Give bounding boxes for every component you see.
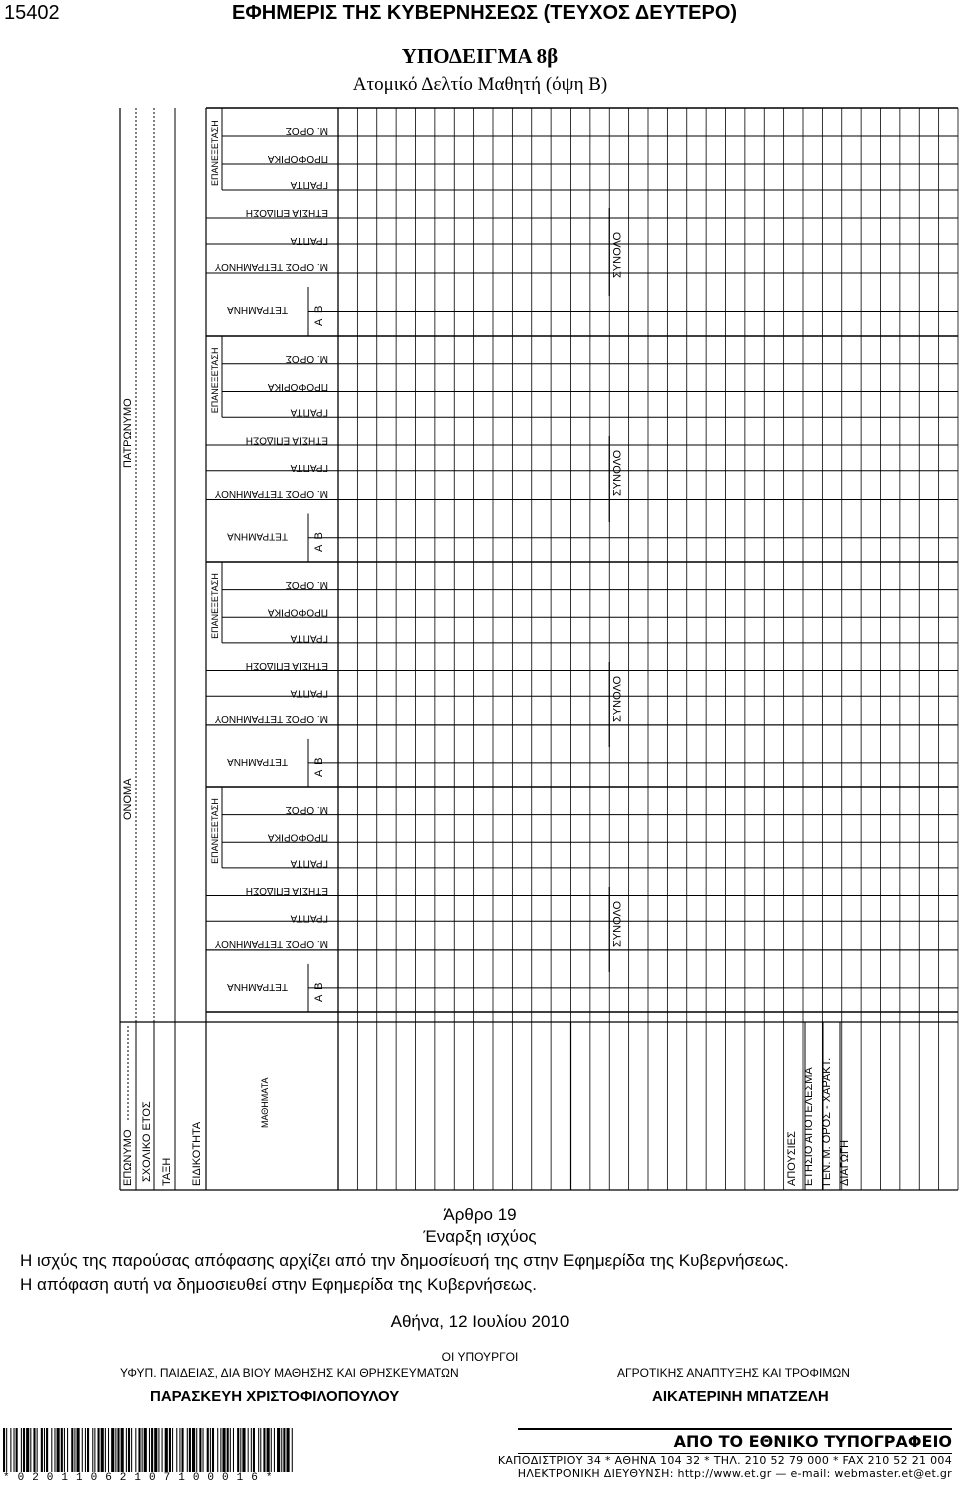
reexam-label: ΕΠΑΝΕΞΕΤΑΣΗ: [210, 347, 220, 414]
article-text-line-2: Η απόφαση αυτή να δημοσιευθεί στην Εφημερίδα της Κυβερνήσεως.: [20, 1275, 537, 1294]
term-average-label: Μ. ΟΡΟΣ ΤΕΤΡΑΜΗΝΟΥ: [214, 938, 328, 950]
annual-performance-label: ΕΤΗΣΙΑ ΕΠΙΔΟΣΗ: [245, 884, 328, 896]
barcode-bar: [98, 1428, 100, 1472]
term-b-label: Β: [313, 532, 325, 540]
sample-title: ΥΠΟΔΕΙΓΜΑ 8β: [401, 44, 559, 68]
total-label: ΣΥΝΟΛΟ: [611, 231, 624, 278]
terms-label: ΤΕΤΡΑΜΗΝΑ: [227, 530, 288, 542]
barcode-bar: [26, 1428, 29, 1472]
barcode-bar: [274, 1428, 275, 1472]
reexam-average-label: Μ. ΟΡΟΣ: [285, 125, 328, 136]
term-average-label: Μ. ΟΡΟΣ ΤΕΤΡΑΜΗΝΟΥ: [214, 487, 328, 499]
barcode-bar: [94, 1428, 95, 1472]
barcode-bar: [260, 1428, 261, 1472]
barcode-bar: [64, 1428, 65, 1472]
barcode-bar: [253, 1428, 255, 1472]
barcode-bar: [131, 1428, 132, 1472]
written-label: ΓΡΑΠΤΑ: [290, 235, 328, 246]
barcode-bar: [82, 1428, 83, 1472]
barcode-bar: [85, 1428, 86, 1472]
annual-performance-label: ΕΤΗΣΙΑ ΕΠΙΔΟΣΗ: [245, 659, 328, 671]
barcode-bar: [30, 1428, 31, 1472]
reexam-written-label: ΓΡΑΠΤΑ: [290, 857, 328, 869]
printer-address: ΚΑΠΟΔΙΣΤΡΙΟΥ 34 * ΑΘΗΝΑ 104 32 * ΤΗΛ. 210 52 79 000 * FAX 210 52 21 004: [497, 1454, 952, 1467]
bottom-field-label: ΔΙΑΓΩΓΗ: [839, 1139, 851, 1186]
barcode-bar: [23, 1428, 25, 1472]
minister-2-name: ΑΙΚΑΤΕΡΙΝΗ ΜΠΑΤΖΕΛΗ: [652, 1388, 829, 1405]
annual-performance-label: ΕΤΗΣΙΑ ΕΠΙΔΟΣΗ: [245, 434, 328, 446]
reexam-written-label: ΓΡΑΠΤΑ: [290, 406, 328, 418]
class-label: ΤΑΞΗ: [161, 1157, 173, 1186]
reexam-oral-label: ΠΡΟΦΟΡΙΚΑ: [267, 153, 328, 164]
barcode-bar: [14, 1428, 15, 1472]
barcode-bar: [6, 1428, 7, 1472]
barcode-bar: [182, 1428, 184, 1472]
minister-1-title: ΥΦΥΠ. ΠΑΙΔΕΙΑΣ, ΔΙΑ ΒΙΟΥ ΜΑΘΗΣΗΣ ΚΑΙ ΘΡΗΣΚΕΥΜΑΤΩΝ: [120, 1366, 459, 1380]
name-label: ΟΝΟΜΑ: [122, 778, 134, 820]
barcode-bar: [203, 1428, 204, 1472]
barcode-bar: [248, 1428, 249, 1472]
barcode-bar: [237, 1428, 239, 1472]
barcode-bar: [187, 1428, 188, 1472]
barcode-bar: [227, 1428, 229, 1472]
barcode-bar: [54, 1428, 55, 1472]
barcode-bar: [121, 1428, 124, 1472]
subjects-label: ΜΑΘΗΜΑΤΑ: [260, 1077, 270, 1128]
barcode-bar: [154, 1428, 157, 1472]
barcode-bar: [179, 1428, 180, 1472]
printer-web: ΗΛΕΚΤΡΟΝΙΚΗ ΔΙΕΥΘΥΝΣΗ: http://www.et.gr — e-mail: webmaster.et@et.gr: [517, 1467, 952, 1480]
barcode-bar: [37, 1428, 38, 1472]
barcode-bar: [281, 1428, 282, 1472]
barcode-bar: [61, 1428, 63, 1472]
barcode-bar: [71, 1428, 73, 1472]
barcode-bar: [10, 1428, 11, 1472]
reexam-oral-label: ΠΡΟΦΟΡΙΚΑ: [267, 606, 328, 618]
barcode-bar: [158, 1428, 159, 1472]
school-year-label: ΣΧΟΛΙΚΟ ΕΤΟΣ: [141, 1101, 153, 1182]
barcode-bar: [283, 1428, 285, 1472]
reexam-oral-label: ΠΡΟΦΟΡΙΚΑ: [267, 831, 328, 843]
barcode-bar: [135, 1428, 136, 1472]
article-title: Έναρξη ισχύος: [423, 1227, 537, 1246]
reexam-average-label: Μ. ΟΡΟΣ: [285, 579, 328, 590]
specialty-label: ΕΙΔΙΚΟΤΗΤΑ: [191, 1121, 203, 1186]
barcode-bar: [111, 1428, 114, 1472]
barcode-bar: [192, 1428, 195, 1472]
barcode-number: *02011062107100016*: [3, 1472, 281, 1484]
printer-info: [498, 1428, 952, 1480]
barcode-bar: [189, 1428, 191, 1472]
reexam-average-label: Μ. ΟΡΟΣ: [285, 353, 328, 364]
barcode-bar: [77, 1428, 80, 1472]
written-label: ΓΡΑΠΤΑ: [290, 462, 328, 474]
barcode-bar: [67, 1428, 68, 1472]
minister-2-title: ΑΓΡΟΤΙΚΗΣ ΑΝΑΠΤΥΞΗΣ ΚΑΙ ΤΡΟΦΙΜΩΝ: [617, 1366, 850, 1380]
ministers-heading: ΟΙ ΥΠΟΥΡΓΟΙ: [441, 1350, 519, 1364]
total-label: ΣΥΝΟΛΟ: [611, 675, 624, 722]
barcode-bar: [92, 1428, 93, 1472]
terms-label: ΤΕΤΡΑΜΗΝΑ: [227, 980, 288, 992]
barcode-bar: [115, 1428, 116, 1472]
barcode: [3, 1428, 293, 1472]
page-number: 15402: [4, 2, 60, 24]
barcode-bar: [277, 1428, 280, 1472]
sample-subtitle: Ατομικό Δελτίο Μαθητή (όψη Β): [352, 74, 608, 95]
barcode-bar: [240, 1428, 241, 1472]
term-b-label: Β: [313, 757, 325, 765]
barcode-bar: [142, 1428, 143, 1472]
barcode-bar: [105, 1428, 106, 1472]
surname-label: ΕΠΩΝΥΜΟ: [122, 1129, 134, 1186]
barcode-bar: [149, 1428, 150, 1472]
barcode-bar: [57, 1428, 60, 1472]
written-label: ΓΡΑΠΤΑ: [290, 687, 328, 699]
barcode-bar: [258, 1428, 259, 1472]
signing-date: Αθήνα, 12 Ιουλίου 2010: [390, 1312, 570, 1331]
barcode-bar: [117, 1428, 119, 1472]
term-b-label: Β: [313, 982, 325, 990]
barcode-bar: [3, 1428, 5, 1472]
reexam-written-label: ΓΡΑΠΤΑ: [290, 632, 328, 644]
annual-performance-label: ΕΤΗΣΙΑ ΕΠΙΔΟΣΗ: [245, 207, 328, 218]
term-a-label: Α: [313, 318, 325, 326]
printer-name: ΑΠΟ ΤΟ ΕΘΝΙΚΟ ΤΥΠΟΓΡΑΦΕΙΟ: [518, 1428, 952, 1454]
barcode-bar: [292, 1428, 293, 1472]
barcode-bar: [41, 1428, 43, 1472]
term-a-label: Α: [313, 994, 325, 1002]
minister-1-name: ΠΑΡΑΣΚΕΥΗ ΧΡΙΣΤΟΦΙΛΟΠΟΥΛΟΥ: [150, 1388, 400, 1405]
barcode-bar: [207, 1428, 209, 1472]
term-a-label: Α: [313, 544, 325, 552]
barcode-bar: [196, 1428, 197, 1472]
written-label: ΓΡΑΠΤΑ: [290, 912, 328, 924]
barcode-bar: [242, 1428, 245, 1472]
term-a-label: Α: [313, 769, 325, 777]
barcode-bar: [74, 1428, 75, 1472]
barcode-bar: [251, 1428, 252, 1472]
total-label: ΣΥΝΟΛΟ: [611, 449, 624, 496]
reexam-average-label: Μ. ΟΡΟΣ: [285, 804, 328, 815]
reexam-label: ΕΠΑΝΕΞΕΤΑΣΗ: [210, 573, 220, 639]
barcode-bar: [126, 1428, 127, 1472]
barcode-bar: [169, 1428, 171, 1472]
barcode-bar: [151, 1428, 153, 1472]
barcode-bar: [220, 1428, 221, 1472]
reexam-label: ΕΠΑΝΕΞΕΤΑΣΗ: [210, 120, 220, 186]
barcode-bar: [108, 1428, 109, 1472]
barcode-bar: [199, 1428, 201, 1472]
barcode-bar: [210, 1428, 211, 1472]
bottom-field-label: ΑΠΟΥΣΙΕΣ: [786, 1131, 798, 1186]
father-name-label: ΠΑΤΡΩΝΥΜΟ: [122, 398, 134, 468]
reexam-label: ΕΠΑΝΕΞΕΤΑΣΗ: [210, 798, 220, 864]
barcode-bar: [87, 1428, 89, 1472]
barcode-bar: [101, 1428, 104, 1472]
term-average-label: Μ. ΟΡΟΣ ΤΕΤΡΑΜΗΝΟΥ: [214, 261, 328, 272]
barcode-bar: [162, 1428, 163, 1472]
barcode-bar: [172, 1428, 173, 1472]
barcode-bar: [233, 1428, 234, 1472]
terms-label: ΤΕΤΡΑΜΗΝΑ: [227, 304, 288, 315]
barcode-bar: [267, 1428, 270, 1472]
article-text-line-1: Η ισχύς της παρούσας απόφασης αρχίζει από την δημοσίευσή της στην Εφημερίδα της Κυβερνήσεως.: [20, 1251, 789, 1270]
terms-label: ΤΕΤΡΑΜΗΝΑ: [227, 755, 288, 767]
barcode-bar: [144, 1428, 147, 1472]
barcode-bar: [128, 1428, 130, 1472]
total-label: ΣΥΝΟΛΟ: [611, 900, 624, 947]
barcode-bar: [16, 1428, 18, 1472]
barcode-bar: [33, 1428, 35, 1472]
barcode-bar: [165, 1428, 168, 1472]
gazette-title: ΕΦΗΜΕΡΙΣ ΤΗΣ ΚΥΒΕΡΝΗΣΕΩΣ (ΤΕΥΧΟΣ ΔΕΥΤΕΡΟ): [232, 2, 738, 24]
article-number: Άρθρο 19: [443, 1205, 517, 1224]
barcode-bar: [217, 1428, 218, 1472]
barcode-bar: [212, 1428, 214, 1472]
bottom-field-label: ΕΤΗΣΙΟ ΑΠΟΤΕΛΕΣΜΑ: [803, 1067, 815, 1186]
reexam-oral-label: ΠΡΟΦΟΡΙΚΑ: [267, 380, 328, 392]
barcode-bar: [46, 1428, 48, 1472]
barcode-bar: [287, 1428, 290, 1472]
term-b-label: Β: [313, 305, 325, 313]
reexam-written-label: ΓΡΑΠΤΑ: [290, 179, 328, 190]
barcode-bar: [138, 1428, 140, 1472]
barcode-bar: [222, 1428, 225, 1472]
term-average-label: Μ. ΟΡΟΣ ΤΕΤΡΑΜΗΝΟΥ: [214, 713, 328, 725]
barcode-bar: [51, 1428, 52, 1472]
bottom-field-label: ΓΕΝ. Μ. ΟΡΟΣ - ΧΑΡΑΚΤ.: [821, 1057, 833, 1186]
barcode-bar: [21, 1428, 22, 1472]
barcode-bar: [263, 1428, 265, 1472]
barcode-bar: [271, 1428, 272, 1472]
barcode-bar: [230, 1428, 231, 1472]
barcode-bar: [176, 1428, 177, 1472]
barcode-bar: [44, 1428, 45, 1472]
